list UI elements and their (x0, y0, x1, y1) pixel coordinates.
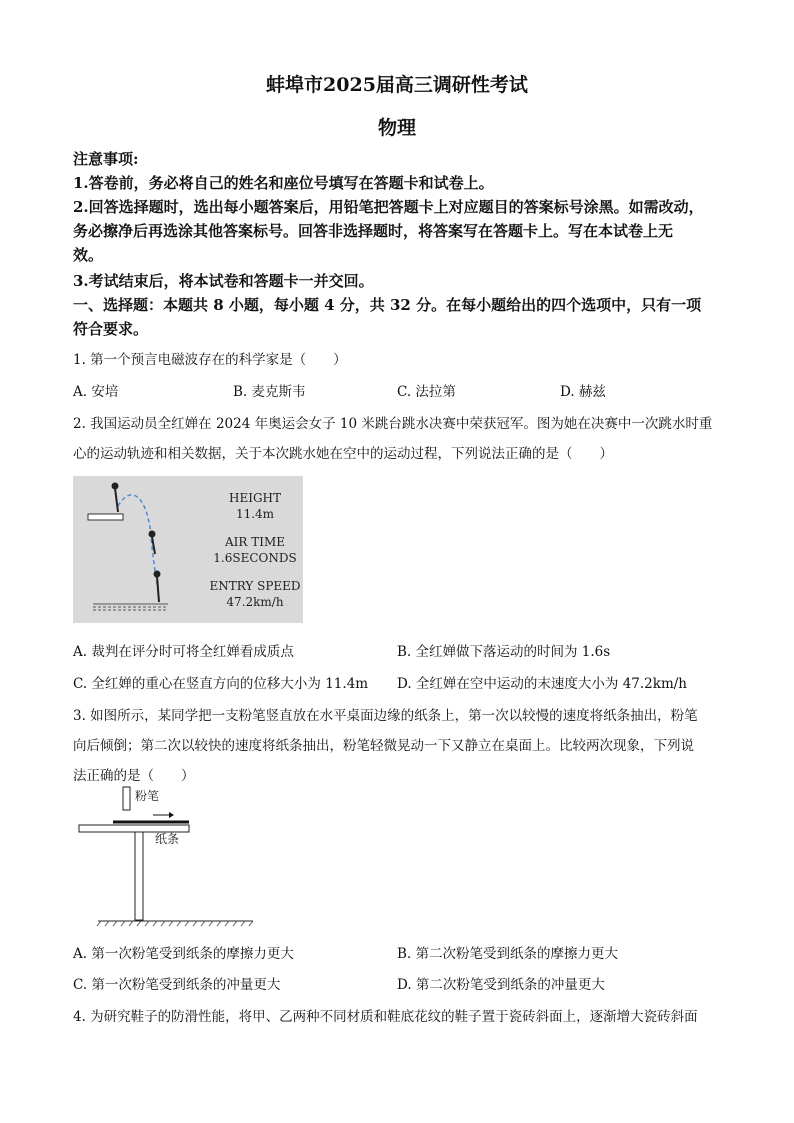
chalk-table-figure (73, 785, 273, 930)
question-3-option-d: D. 第二次粉笔受到纸条的冲量更大 (397, 977, 605, 993)
question-1-option-d: D. 赫兹 (560, 384, 606, 400)
table-top (79, 825, 189, 832)
notice-heading: 注意事项: (73, 150, 139, 168)
notice-item-2-line-1: 2.回答选择题时，选出每小题答案后，用铅笔把答题卡上对应题目的答案标号涂黑。如需改动， (73, 198, 704, 216)
entry-speed-value: 47.2km/h (226, 595, 284, 609)
question-3-option-b: B. 第二次粉笔受到纸条的摩擦力更大 (397, 946, 619, 962)
chalk (123, 787, 130, 810)
question-2-option-b: B. 全红婵做下落运动的时间为 1.6s (397, 644, 611, 660)
section-heading-line-2: 符合要求。 (73, 320, 149, 338)
question-2-option-c: C. 全红婵的重心在竖直方向的位移大小为 11.4m (73, 676, 369, 692)
question-2-option-d: D. 全红婵在空中运动的末速度大小为 47.2km/h (397, 676, 687, 692)
notice-item-2-line-3: 效。 (73, 246, 104, 264)
pull-arrow-head (169, 812, 174, 818)
question-2-stem-line-1: 2. 我国运动员全红婵在 2024 年奥运会女子 10 米跳台跳水决赛中荣获冠军。图为她在决赛中一次跳水时重 (73, 416, 713, 432)
diving-platform (88, 514, 123, 520)
air-time-value: 1.6SECONDS (213, 551, 297, 565)
chalk-label: 粉笔 (135, 789, 160, 803)
question-3-option-c: C. 第一次粉笔受到纸条的冲量更大 (73, 977, 281, 993)
entry-speed-label: ENTRY SPEED (209, 579, 301, 593)
height-value: 11.4m (235, 507, 275, 521)
question-1-option-c: C. 法拉第 (397, 384, 456, 400)
section-heading-line-1: 一、选择题：本题共 8 小题，每小题 4 分，共 32 分。在每小题给出的四个选项中，只有一项 (73, 296, 702, 314)
question-3-stem-line-1: 3. 如图所示，某同学把一支粉笔竖直放在水平桌面边缘的纸条上，第一次以较慢的速度将纸条抽出，粉笔 (73, 708, 698, 724)
notice-item-2-line-2: 务必擦净后再选涂其他答案标号。回答非选择题时，将答案写在答题卡上。写在本试卷上无 (73, 222, 674, 240)
notice-item-3: 3.考试结束后，将本试卷和答题卡一并交回。 (73, 272, 374, 290)
question-3-stem-line-3: 法正确的是（ ） (73, 768, 195, 784)
question-1-stem: 1. 第一个预言电磁波存在的科学家是（ ） (73, 352, 347, 368)
air-time-label: AIR TIME (224, 535, 286, 549)
question-4-stem-line-1: 4. 为研究鞋子的防滑性能，将甲、乙两种不同材质和鞋底花纹的鞋子置于瓷砖斜面上，逐渐增大瓷砖斜面 (73, 1009, 698, 1025)
question-1-option-a: A. 安培 (73, 384, 119, 400)
diving-figure (73, 476, 303, 623)
question-3-stem-line-2: 向后倾倒；第二次以较快的速度将纸条抽出，粉笔轻微晃动一下又静立在桌面上。比较两次现象，下列说 (73, 738, 694, 754)
subject-title: 物理 (377, 117, 416, 139)
height-label: HEIGHT (228, 491, 282, 505)
ground-hatching (97, 921, 253, 926)
paper-strip-label: 纸条 (155, 832, 180, 846)
notice-item-1: 1.答卷前，务必将自己的姓名和座位号填写在答题卡和试卷上。 (73, 174, 494, 192)
question-1-option-b: B. 麦克斯韦 (233, 384, 306, 400)
exam-title: 蚌埠市2025届高三调研性考试 (266, 74, 528, 96)
question-2-stem-line-2: 心的运动轨迹和相关数据，关于本次跳水她在空中的运动过程，下列说法正确的是（ ） (73, 446, 613, 462)
question-2-option-a: A. 裁判在评分时可将全红婵看成质点 (73, 644, 294, 660)
question-3-option-a: A. 第一次粉笔受到纸条的摩擦力更大 (73, 946, 294, 962)
table-leg (135, 832, 143, 920)
